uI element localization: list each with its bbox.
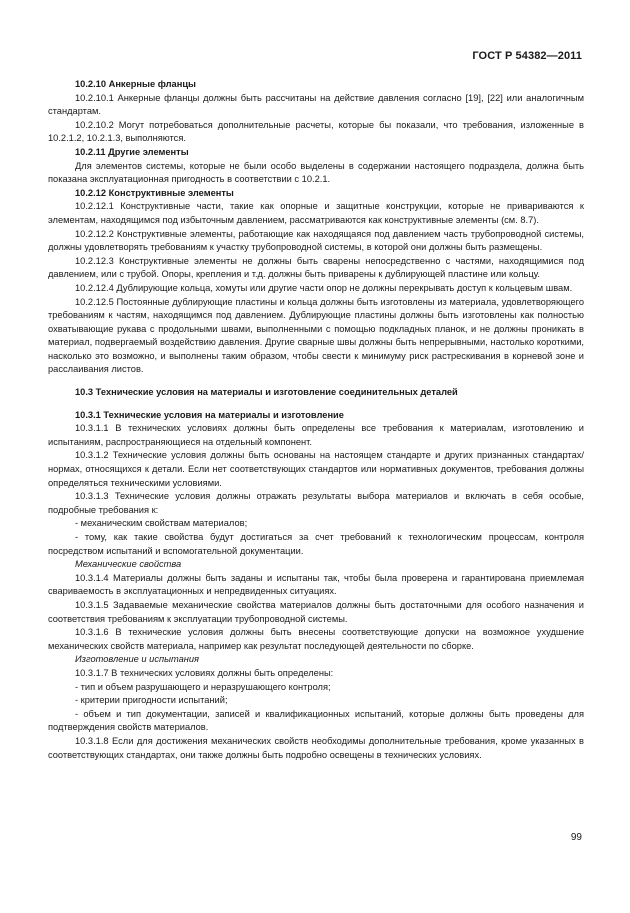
paragraph: 10.3.1.6 В технические условия должны быть внесены соответствующие допуски на возможное ухудшение механических свойств материала, например как результат последующей деятельности по сборке. — [48, 627, 584, 651]
paragraph: 10.3.1.3 Технические условия должны отражать результаты выбора материалов и включать в себя особые, подробные требования к: — [48, 491, 584, 515]
paragraph: - тому, как такие свойства будут достигаться за счет требований к технологическим процессам, контроля посредством испытаний и вспомогательной документации. — [48, 532, 584, 556]
paragraph: 10.2.12.2 Конструктивные элементы, работающие как находящаяся под давлением часть трубопроводной системы, должны удовлетворять требованиям к участку трубопроводной системы, в которой они должны быть размещены. — [48, 228, 584, 253]
paragraph: 10.3.1.5 Задаваемые механические свойства материалов должны быть достаточными для особого назначения и соответствия требованиям к эксплуатации трубопроводной системы. — [48, 599, 584, 624]
paragraph: 10.3.1.4 Материалы должны быть заданы и испытаны так, чтобы была проверена и гарантирована приемлемая свариваемость в эксплуатационных и непредвиденных ситуациях. — [48, 572, 584, 597]
paragraph: - тип и объем разрушающего и неразрушающего контроля; — [75, 681, 331, 692]
section-heading: 10.2.11 Другие элементы — [75, 146, 189, 157]
subsection-heading: Механические свойства — [75, 559, 182, 570]
document-header: ГОСТ Р 54382—2011 — [472, 50, 582, 62]
paragraph: - механическим свойствам материалов; — [75, 518, 248, 529]
paragraph: 10.2.12.1 Конструктивные части, такие как опорные и защитные конструкции, которые не привариваются к элементам, находящимся под избыточным давлением, рассматриваются как конструктивные элементы (см. 8.7). — [48, 201, 584, 225]
section-heading: 10.2.12 Конструктивные элементы — [75, 187, 234, 198]
paragraph: 10.2.12.5 Постоянные дублирующие пластины и кольца должны быть изготовлены из материала, удовлетворяющего требованиям к частям, находящимся под давлением. Дублирующие пластины должны быть изготовлены как полностью охватывающие рукава с продольными швами, выполненными с помощью подкладных планок, и не должны проникать в материал, подвергаемый воздействию давления. Другие сварные швы должны быть непрерывными, настолько короткими, насколько это возможно, и выполнены таким образом, чтобы свести к минимуму риск растрескивания в корневой зоне и расслаивания листов. — [48, 296, 584, 375]
paragraph: - объем и тип документации, записей и квалификационных испытаний, которые должны быть проведены для подтверждения свойств материалов. — [48, 708, 584, 733]
section-heading: 10.3 Технические условия на материалы и изготовление соединительных деталей — [75, 387, 458, 398]
paragraph: 10.3.1.2 Технические условия должны быть основаны на настоящем стандарте и других признанных стандартах/нормах, относящихся к детали. Если нет соответствующих стандартов или нормативных документов, требования должны определяться техническими условиями. — [48, 450, 584, 488]
paragraph: 10.2.10.2 Могут потребоваться дополнительные расчеты, которые бы показали, что требования, изложенные в 10.2.1.2, 10.2.1.3, выполняются. — [48, 119, 584, 144]
paragraph: 10.3.1.8 Если для достижения механических свойств необходимы дополнительные требования, кроме указанных в соответствующих стандартах, они также должны быть подробно освещены в технических условиях. — [48, 735, 584, 760]
paragraph: 10.3.1.1 В технических условиях должны быть определены все требования к материалам, изготовлению и испытаниям, распространяющиеся на отдельный компонент. — [48, 423, 584, 447]
paragraph: Для элементов системы, которые не были особо выделены в содержании настоящего подраздела, должна быть показана эксплуатационная пригодность в соответствии с 10.2.1. — [48, 160, 584, 185]
paragraph: 10.2.12.4 Дублирующие кольца, хомуты или другие части опор не должны перекрывать доступ к кольцевым швам. — [75, 282, 573, 293]
paragraph: 10.2.10.1 Анкерные фланцы должны быть рассчитаны на действие давления согласно [19], [22] или аналогичным стандартам. — [48, 92, 584, 117]
document-body — [48, 78, 584, 762]
paragraph: - критерии пригодности испытаний; — [75, 695, 228, 706]
paragraph: 10.2.12.3 Конструктивные элементы не должны быть сварены непосредственно с частями, находящимися под давлением, или с трубой. Опоры, крепления и т.д. должны быть приварены к дублирующей пластине или кольцу. — [48, 255, 584, 280]
section-heading: 10.2.10 Анкерные фланцы — [75, 79, 196, 89]
page-number: 99 — [570, 832, 582, 843]
subsection-heading: Изготовление и испытания — [75, 654, 200, 665]
section-heading: 10.3.1 Технические условия на материалы и изготовление — [75, 409, 344, 420]
paragraph: 10.3.1.7 В технических условиях должны быть определены: — [75, 667, 334, 678]
